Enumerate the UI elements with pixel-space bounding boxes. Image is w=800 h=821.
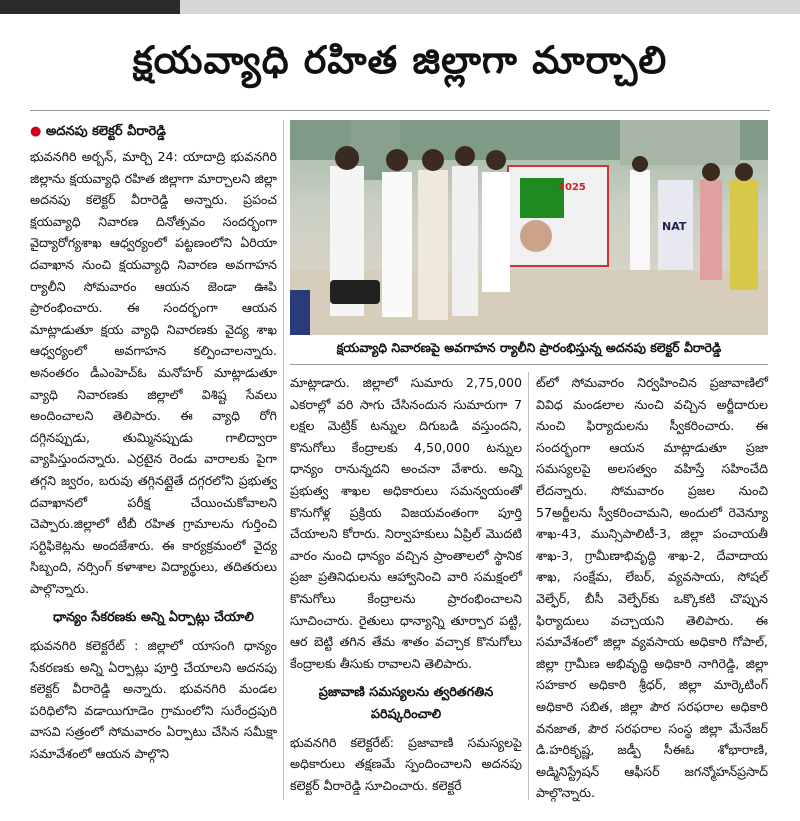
- col1-subhead: ధాన్యం సేకరణకు అన్ని ఏర్పాట్లు చేయాలి: [53, 610, 254, 626]
- headline-rule: [30, 110, 770, 111]
- top-bar-dark-segment: [0, 0, 180, 14]
- banner-side-text: NAT: [662, 220, 687, 233]
- column-divider: [283, 120, 284, 800]
- col3-paragraph-1: ట్‌లో సోమవారం నిర్వహించిన ప్రజావాణిలో వివిధ మండలాల నుంచి వచ్చిన అర్జీదారుల నుంచి ఫిర్యాదులను స్వీకరించారు. ఈ సందర్భంగా ఆయన మాట్లాడుతూ ప్రజా సమస్యలపై అలసత్వం వహిస్తే సహించేది లేదన్నారు. సోమవారం ప్రజల నుంచి 57అర్జీలను స్వీకరించామని, అందులో రెవెన్యూ శాఖ-43, మున్సిపాలిటీ-3, జిల్లా పంచాయతీ శాఖ-3, గ్రామీణాభివృద్ధి శాఖ-2, దేవాదాయ శాఖ, సంక్షేమ, లేబర్, వ్యవసాయ, సోషల్ వెల్ఫేర్, బీసీ వెల్ఫేర్‌కు ఒక్కొకటి చొప్పున ఫిర్యాదులు వచ్చాయని తెలిపారు. ఈ సమావేశంలో జిల్లా వ్యవసాయ అధికారి గోపాల్, జిల్లా గ్రామీణ అభివృద్ధి అధికారి నాగిరెడ్డి, జిల్లా సహకార అధికారి శ్రీధర్, జిల్లా మార్కెటింగ్ అధికారి సబిత, జిల్లా పౌర సరఫరాల అధికారి వనజాత, పౌర సరఫరాల సంస్థ జిల్లా మేనేజర్ డి.హరికృష్ణ, జడ్పీ సీఈఓ శోభారాణి, అడ్మినిస్ట్రేషన్ ఆఫీసర్ జగన్మోహన్‌ప్రసాద్ పాల్గొన్నారు.: [536, 375, 768, 801]
- news-photo: [290, 120, 768, 335]
- column-divider-2: [528, 372, 529, 800]
- top-bar-grey-segment: [180, 0, 800, 14]
- photo-caption: క్షయవ్యాధి నివారణపై అవగాహన ర్యాలీని ప్రారంభిస్తున్న అదనపు కలెక్టర్ వీరారెడ్డి: [336, 340, 722, 355]
- col1-paragraph-1: భువనగిరి అర్బన్, మార్చి 24: యాదాద్రి భువనగిరి జిల్లాను క్షయవ్యాధి రహిత జిల్లాగా మార్చాలని జిల్లా అదనపు కలెక్టర్ వీరారెడ్డి అన్నారు. ప్రపంచ క్షయవ్యాధి నివారణ దినోత్సవం సందర్భంగా వైద్యారోగ్యశాఖ ఆధ్వర్యంలో పట్టణంలోని ఏరియా దవాఖాన నుంచి క్షయవ్యాధి నివారణ అవగాహన ర్యాలీని సోమవారం ఆయన జెండా ఊపి ప్రారంభించారు. ఈ సందర్భంగా ఆయన మాట్లాడుతూ క్షయ వ్యాధి నివారణకు వైద్య శాఖ ఆధ్వర్యంలో అవగాహన కల్పించాలన్నారు. అనంతరం డీఎంహెచ్ఓ మనోహర్ మాట్లాడుతూ వ్యాధి నివారణకు జిల్లాలో విశిష్ట సేవలు అందించాలని తెలిపారు. ఈ వ్యాధి రోగి దగ్గినప్పుడు, తుమ్మినప్పుడు గాలిద్వారా వ్యాపిస్తుందన్నారు. ఎర్రటైన రెండు వారాలకు పైగా తగ్గని జ్వరం, బరువు తగ్గినట్లైతే దగ్గరలోని ప్రభుత్వ దవాఖానలో పరీక్ష చేయించుకోవాలని చెప్పారు.జిల్లాలో టీబీ రహిత గ్రామాలను గుర్తించి సర్టిఫికెట్లను అందజేశారు. ఈ కార్యక్రమంలో వైద్య సిబ్బంది, నర్సింగ్ కళాశాల విద్యార్థులు, తదితరులు పాల్గొన్నారు.: [30, 149, 277, 596]
- col2-paragraph-1: మాట్లాడారు. జిల్లాలో సుమారు 2,75,000 ఎకరాల్లో వరి సాగు చేసినందున సుమారుగా 7 లక్షల మెట్రిక్ టన్నుల దిగుబడి వస్తుందని, కొనుగోలు కేంద్రాలకు 4,50,000 టన్నుల ధాన్యం రానున్నదని అంచనా వేశారు. అన్ని ప్రభుత్వ శాఖల అధికారులు సమన్వయంతో కొనుగోళ్ల ప్రక్రియ విజయవంతంగా పూర్తి చేయాలని కోరారు. నిర్వాహకులు ఏప్రిల్ మొదటి వారం నుంచి ధాన్యం వచ్చిన ప్రాంతాలలో స్థానిక ప్రజా ప్రతినిధులను ఆహ్వానించి వారి సమక్షంలో కొనుగోలు కేంద్రాలను ప్రారంభించాలని సూచించారు. రైతులు ధాన్యాన్ని తూర్పార పట్టి, ఆర బెట్టి తగిన తేమ శాతం వచ్చాక కొనుగోలు కేంద్రాలకు తీసుకు రావాలని తెలిపారు.: [290, 375, 522, 671]
- col2-paragraph-2: భువనగిరి కలెక్టరేట్: ప్రజావాణి సమస్యలపై అధికారులు తక్షణమే స్పందించాలని అదనపు కలెక్టర్ వీరారెడ్డి సూచించారు. కలెక్టరే: [290, 734, 522, 793]
- col1-paragraph-2: భువనగిరి కలెక్టరేట్ : జిల్లాలో యాసంగి ధాన్యం సేకరణకు అన్ని ఏర్పాట్లు పూర్తి చేయాలని అదనపు కలెక్టర్ వీరారెడ్డి అన్నారు. భువనగిరి మండల పరిధిలోని వడాయిగూడెం గ్రామంలోని సురేంద్రపురి వాసవి సత్రంలో సోమవారం ఏర్పాటు చేసిన సమీక్షా సమావేశంలో ఆయన పాల్గొని: [30, 638, 277, 762]
- headline: క్షయవ్యాధి రహిత జిల్లాగా మార్చాలి: [132, 38, 668, 82]
- column-3: [536, 372, 768, 804]
- column-2: [290, 372, 522, 796]
- byline: [30, 124, 166, 142]
- byline-text: అదనపు కలెక్టర్ వీరారెడ్డి: [45, 124, 166, 139]
- caption-rule: [290, 364, 768, 365]
- top-bar: [0, 0, 800, 16]
- photo-illustration: [290, 120, 768, 335]
- bullet-icon: ●: [30, 124, 42, 139]
- banner-year: 2025: [558, 182, 586, 193]
- col2-subhead: ప్రజావాణి సమస్యలను త్వరితగతిన పరిష్కరించాలి: [318, 685, 494, 722]
- column-1: [30, 146, 277, 765]
